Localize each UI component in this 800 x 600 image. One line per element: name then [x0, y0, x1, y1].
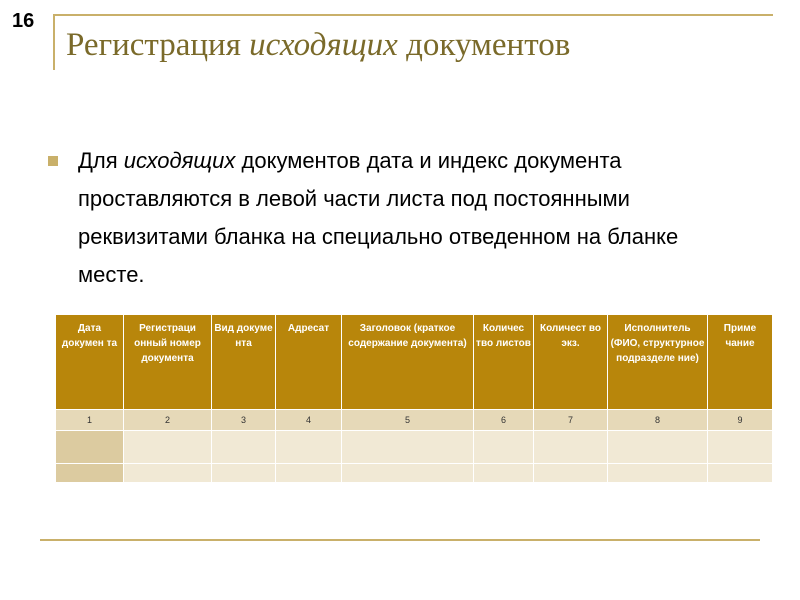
header-sheets: Количес тво листов: [474, 315, 534, 410]
title-part2: документов: [397, 27, 571, 63]
header-note: Приме чание: [708, 315, 773, 410]
col-number: 8: [608, 410, 708, 431]
table-cell: [276, 431, 342, 464]
col-number: 5: [342, 410, 474, 431]
slide-title: [66, 27, 570, 64]
col-number: 1: [56, 410, 124, 431]
footer-rule: [40, 539, 760, 541]
table-cell: [342, 431, 474, 464]
table-cell: [708, 464, 773, 483]
table-row: [56, 431, 773, 464]
col-number: 3: [212, 410, 276, 431]
header-reg-number: Регистраци онный номер документа: [124, 315, 212, 410]
table-cell: [608, 464, 708, 483]
title-rule-horizontal: [53, 14, 773, 16]
header-heading: Заголовок (краткое содержание документа): [342, 315, 474, 410]
header-doc-type: Вид докуме нта: [212, 315, 276, 410]
table-cell: [212, 431, 276, 464]
bullet-square-icon: [48, 156, 58, 166]
registration-table: [55, 314, 773, 483]
slide-number: 16: [12, 10, 35, 32]
bullet-list: [48, 142, 738, 294]
table-header-row: [56, 315, 773, 410]
table-cell: [534, 431, 608, 464]
col-number: 7: [534, 410, 608, 431]
table-cell: [474, 431, 534, 464]
table-cell: [474, 464, 534, 483]
header-executor: Исполнитель (ФИО, структурное подразделе ние): [608, 315, 708, 410]
table-cell: [342, 464, 474, 483]
table-number-row: [56, 410, 773, 431]
para-italic: исходящих: [123, 148, 236, 173]
table-cell: [608, 431, 708, 464]
table-cell: [212, 464, 276, 483]
table-cell: [276, 464, 342, 483]
title-part1: Регистрация: [66, 27, 250, 63]
table-cell: [56, 464, 124, 483]
title-rule-vertical: [53, 14, 55, 70]
col-number: 2: [124, 410, 212, 431]
header-addressee: Адресат: [276, 315, 342, 410]
table-cell: [56, 431, 124, 464]
col-number: 4: [276, 410, 342, 431]
header-date: Дата докумен та: [56, 315, 124, 410]
title-italic: исходящих: [249, 27, 398, 63]
header-copies: Количест во экз.: [534, 315, 608, 410]
table-cell: [124, 464, 212, 483]
col-number: 6: [474, 410, 534, 431]
para-part1: Для: [78, 148, 124, 173]
table-cell: [708, 431, 773, 464]
bullet-text: [78, 142, 738, 294]
table-cell: [124, 431, 212, 464]
table-cell: [534, 464, 608, 483]
table-row: [56, 464, 773, 483]
para-part2: документов дата и индекс документа проставляются в левой части листа под постоянными реквизитами бланка на специально отведенном на бланке месте.: [78, 148, 679, 287]
col-number: 9: [708, 410, 773, 431]
